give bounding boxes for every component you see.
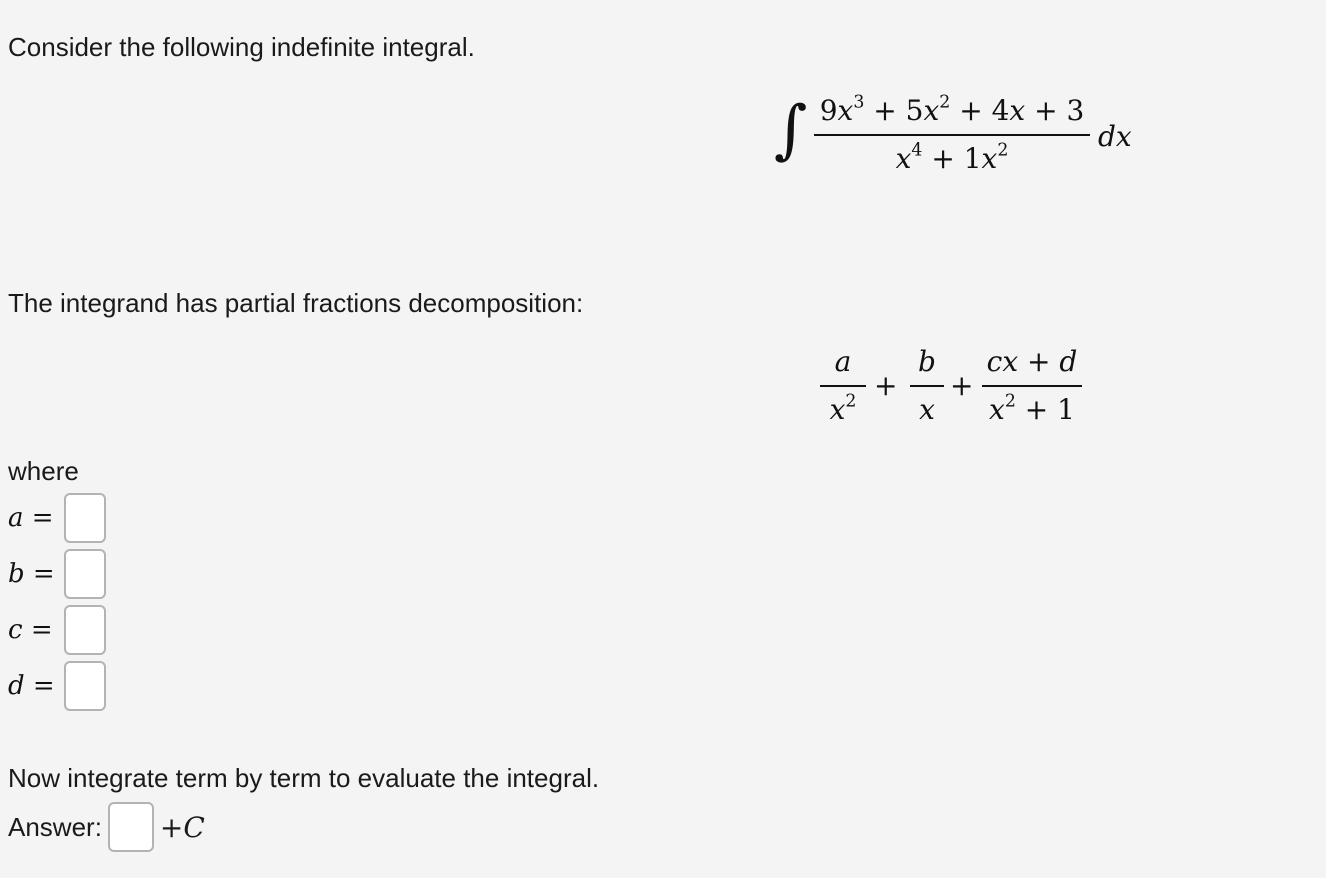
term-cd-numerator: cx + d (986, 345, 1078, 378)
fraction-bar (910, 385, 944, 387)
integrand-fraction (814, 94, 1090, 176)
decomposition-text: The integrand has partial fractions decomposition: (8, 288, 584, 318)
fraction-bar (982, 385, 1082, 387)
variable-c-row (8, 603, 106, 657)
variable-a-row (8, 491, 106, 545)
integral-sign-icon: ∫ (774, 93, 808, 167)
variable-d-row (8, 659, 106, 713)
variable-d-input[interactable] (64, 661, 106, 711)
where-label: where (8, 456, 79, 486)
variable-d-label: d = (8, 671, 55, 701)
fraction-bar (814, 134, 1090, 136)
differential: dx (1098, 120, 1132, 153)
term-b-fraction (910, 345, 944, 427)
partial-fractions-expression (820, 345, 1120, 435)
term-cd-denominator: $x^2 + 1$ (989, 391, 1075, 426)
answer-row (8, 800, 205, 854)
integrand-denominator: $x^4 + 1x^2$ (895, 140, 1009, 175)
intro-text: Consider the following indefinite integral. (8, 32, 475, 62)
variable-c-input[interactable] (64, 605, 106, 655)
term-a-numerator: a (834, 345, 852, 378)
plus-operator: + (950, 369, 974, 402)
variable-a-input[interactable] (64, 493, 106, 543)
variable-b-row (8, 547, 106, 601)
integrate-instruction: Now integrate term by term to evaluate the integral. (8, 763, 600, 793)
answer-input[interactable] (108, 802, 154, 852)
variable-b-label: b = (8, 559, 55, 589)
integrand-numerator: $9x^3 + 5x^2 + 4x + 3$ (819, 92, 1085, 127)
fraction-bar (820, 385, 866, 387)
variable-a-label: a = (8, 503, 54, 533)
integral-expression (770, 88, 1170, 188)
term-cd-fraction (982, 345, 1082, 427)
term-b-numerator: b (918, 345, 936, 378)
variable-c-label: c = (8, 615, 53, 645)
term-b-denominator: x (919, 392, 935, 426)
plus-operator: + (874, 369, 898, 402)
term-a-fraction (820, 345, 866, 427)
term-a-denominator: $x^2$ (829, 391, 857, 426)
constant-of-integration: +C (159, 810, 205, 844)
answer-label: Answer: (8, 811, 102, 842)
variable-b-input[interactable] (64, 549, 106, 599)
